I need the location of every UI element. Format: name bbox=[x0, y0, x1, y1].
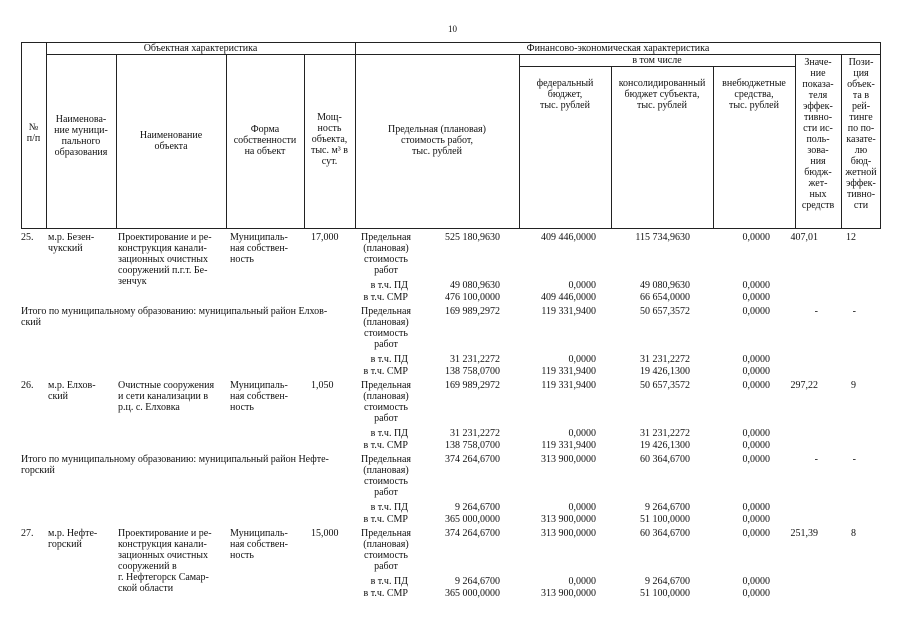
row-pd-label: в т.ч. ПД bbox=[370, 428, 408, 439]
row-pd-label: в т.ч. ПД bbox=[370, 280, 408, 291]
row-smr-federal: 409 446,0000 bbox=[541, 292, 596, 303]
row-regional: 115 734,9630 bbox=[635, 232, 690, 243]
row-rank: 8 bbox=[851, 528, 856, 539]
row-smr-extrabudget: 0,0000 bbox=[742, 440, 770, 451]
row-federal: 313 900,0000 bbox=[541, 528, 596, 539]
row-pd-federal: 0,0000 bbox=[568, 576, 596, 587]
row-regional: 50 657,3572 bbox=[640, 306, 690, 317]
page-number: 10 bbox=[448, 24, 457, 34]
row-pd-federal: 0,0000 bbox=[568, 354, 596, 365]
row-pd-extrabudget: 0,0000 bbox=[742, 502, 770, 513]
row-pd-federal: 0,0000 bbox=[568, 428, 596, 439]
row-cost-label: Предельная (плановая) стоимость работ bbox=[361, 528, 411, 572]
row-object: Очистные сооружения и сети канализации в р.ц. с. Елховка bbox=[118, 380, 215, 413]
row-cost: 525 180,9630 bbox=[445, 232, 500, 243]
row-pd-extrabudget: 0,0000 bbox=[742, 428, 770, 439]
row-smr-regional: 66 654,0000 bbox=[640, 292, 690, 303]
row-smr-regional: 19 426,1300 bbox=[640, 366, 690, 377]
row-extrabudget: 0,0000 bbox=[742, 380, 770, 391]
header-cost: Предельная (плановая) стоимость работ, тыс. рублей bbox=[388, 124, 486, 157]
row-ownership: Муниципаль- ная собствен- ность bbox=[230, 232, 289, 265]
header-object-name: Наименование объекта bbox=[139, 130, 203, 152]
row-pd-cost: 31 231,2272 bbox=[450, 428, 500, 439]
header-municipality: Наименова- ние муници- пального образования bbox=[54, 114, 108, 158]
row-cost-label: Предельная (плановая) стоимость работ bbox=[361, 306, 411, 350]
header-object-group: Объектная характеристика bbox=[143, 43, 258, 54]
row-smr-federal: 119 331,9400 bbox=[541, 366, 596, 377]
row-ownership: Муниципаль- ная собствен- ность bbox=[230, 380, 289, 413]
row-smr-cost: 476 100,0000 bbox=[445, 292, 500, 303]
row-smr-regional: 19 426,1300 bbox=[640, 440, 690, 451]
row-pd-label: в т.ч. ПД bbox=[370, 576, 408, 587]
row-total-label: Итого по муниципальному образованию: муниципальный район Елхов- ский bbox=[21, 306, 328, 328]
row-extrabudget: 0,0000 bbox=[742, 232, 770, 243]
row-smr-federal: 313 900,0000 bbox=[541, 514, 596, 525]
row-federal: 409 446,0000 bbox=[541, 232, 596, 243]
row-pd-regional: 9 264,6700 bbox=[645, 502, 690, 513]
row-pd-federal: 0,0000 bbox=[568, 280, 596, 291]
row-smr-label: в т.ч. СМР bbox=[363, 292, 408, 303]
header-federal: федеральный бюджет, тыс. рублей bbox=[536, 78, 594, 111]
row-smr-cost: 365 000,0000 bbox=[445, 514, 500, 525]
row-efficiency: - bbox=[814, 454, 818, 465]
row-object: Проектирование и ре- конструкция канали- зационных очистных сооружений в г. Нефтегорск Самар- ской области bbox=[118, 528, 212, 594]
row-pd-regional: 49 080,9630 bbox=[640, 280, 690, 291]
row-extrabudget: 0,0000 bbox=[742, 306, 770, 317]
row-object: Проектирование и ре- конструкция канали- зационных очистных сооружений п.г.т. Бе- зенчук bbox=[118, 232, 212, 287]
header-efficiency: Значе- ние показа- теля эффек- тивно- сти ис- поль- зова- ния бюдж- жет- ных средств bbox=[801, 57, 835, 211]
row-cost: 169 989,2972 bbox=[445, 306, 500, 317]
header-regional: консолидированный бюджет субъекта, тыс. рублей bbox=[618, 78, 706, 111]
row-pd-regional: 31 231,2272 bbox=[640, 354, 690, 365]
row-pd-extrabudget: 0,0000 bbox=[742, 354, 770, 365]
row-smr-federal: 313 900,0000 bbox=[541, 588, 596, 599]
row-pd-regional: 31 231,2272 bbox=[640, 428, 690, 439]
row-efficiency: 297,22 bbox=[790, 380, 818, 391]
row-pd-cost: 31 231,2272 bbox=[450, 354, 500, 365]
header-capacity: Мощ- ность объекта, тыс. м³ в сут. bbox=[310, 112, 349, 167]
row-pd-cost: 9 264,6700 bbox=[455, 576, 500, 587]
header-rank: Пози- ция объек- та в рей- тинге по по- казате- лю бюд- жетной эффек- тивно- сти bbox=[845, 57, 877, 211]
row-regional: 50 657,3572 bbox=[640, 380, 690, 391]
row-capacity: 1,050 bbox=[311, 380, 334, 391]
row-extrabudget: 0,0000 bbox=[742, 528, 770, 539]
row-smr-regional: 51 100,0000 bbox=[640, 588, 690, 599]
header-extrabudget: внебюджетные средства, тыс. рублей bbox=[722, 78, 786, 111]
row-pd-federal: 0,0000 bbox=[568, 502, 596, 513]
row-number: 25. bbox=[21, 232, 34, 243]
row-number: 27. bbox=[21, 528, 34, 539]
row-smr-federal: 119 331,9400 bbox=[541, 440, 596, 451]
row-municipality: м.р. Елхов- ский bbox=[48, 380, 96, 402]
row-smr-regional: 51 100,0000 bbox=[640, 514, 690, 525]
row-rank: - bbox=[852, 306, 856, 317]
table-header bbox=[21, 42, 881, 230]
row-smr-extrabudget: 0,0000 bbox=[742, 292, 770, 303]
row-pd-regional: 9 264,6700 bbox=[645, 576, 690, 587]
row-rank: 9 bbox=[851, 380, 856, 391]
row-efficiency: 251,39 bbox=[790, 528, 818, 539]
row-smr-extrabudget: 0,0000 bbox=[742, 366, 770, 377]
row-ownership: Муниципаль- ная собствен- ность bbox=[230, 528, 289, 561]
row-capacity: 17,000 bbox=[311, 232, 339, 243]
row-pd-extrabudget: 0,0000 bbox=[742, 280, 770, 291]
header-in-total: в том числе bbox=[632, 55, 682, 66]
row-total-label: Итого по муниципальному образованию: муниципальный район Нефте- горский bbox=[21, 454, 329, 476]
row-smr-label: в т.ч. СМР bbox=[363, 366, 408, 377]
row-extrabudget: 0,0000 bbox=[742, 454, 770, 465]
row-capacity: 15,000 bbox=[311, 528, 339, 539]
row-pd-label: в т.ч. ПД bbox=[370, 502, 408, 513]
row-smr-label: в т.ч. СМР bbox=[363, 514, 408, 525]
row-federal: 119 331,9400 bbox=[541, 306, 596, 317]
header-num: № п/п bbox=[26, 122, 41, 144]
row-pd-cost: 49 080,9630 bbox=[450, 280, 500, 291]
row-smr-label: в т.ч. СМР bbox=[363, 440, 408, 451]
row-smr-cost: 365 000,0000 bbox=[445, 588, 500, 599]
row-pd-label: в т.ч. ПД bbox=[370, 354, 408, 365]
row-municipality: м.р. Безен- чукский bbox=[48, 232, 95, 254]
row-pd-extrabudget: 0,0000 bbox=[742, 576, 770, 587]
row-smr-label: в т.ч. СМР bbox=[363, 588, 408, 599]
row-cost-label: Предельная (плановая) стоимость работ bbox=[361, 454, 411, 498]
row-federal: 313 900,0000 bbox=[541, 454, 596, 465]
row-number: 26. bbox=[21, 380, 34, 391]
row-cost: 374 264,6700 bbox=[445, 528, 500, 539]
row-federal: 119 331,9400 bbox=[541, 380, 596, 391]
row-regional: 60 364,6700 bbox=[640, 454, 690, 465]
row-municipality: м.р. Нефте- горский bbox=[48, 528, 98, 550]
row-efficiency: 407,01 bbox=[790, 232, 818, 243]
header-ownership: Форма собственности на объект bbox=[233, 124, 297, 157]
row-smr-cost: 138 758,0700 bbox=[445, 366, 500, 377]
row-cost-label: Предельная (плановая) стоимость работ bbox=[361, 232, 411, 276]
row-rank: 12 bbox=[846, 232, 856, 243]
row-rank: - bbox=[852, 454, 856, 465]
row-cost: 374 264,6700 bbox=[445, 454, 500, 465]
row-cost-label: Предельная (плановая) стоимость работ bbox=[361, 380, 411, 424]
row-smr-extrabudget: 0,0000 bbox=[742, 588, 770, 599]
row-smr-extrabudget: 0,0000 bbox=[742, 514, 770, 525]
row-cost: 169 989,2972 bbox=[445, 380, 500, 391]
row-efficiency: - bbox=[814, 306, 818, 317]
row-regional: 60 364,6700 bbox=[640, 528, 690, 539]
header-finance-group: Финансово-экономическая характеристика bbox=[526, 43, 710, 54]
row-smr-cost: 138 758,0700 bbox=[445, 440, 500, 451]
row-pd-cost: 9 264,6700 bbox=[455, 502, 500, 513]
